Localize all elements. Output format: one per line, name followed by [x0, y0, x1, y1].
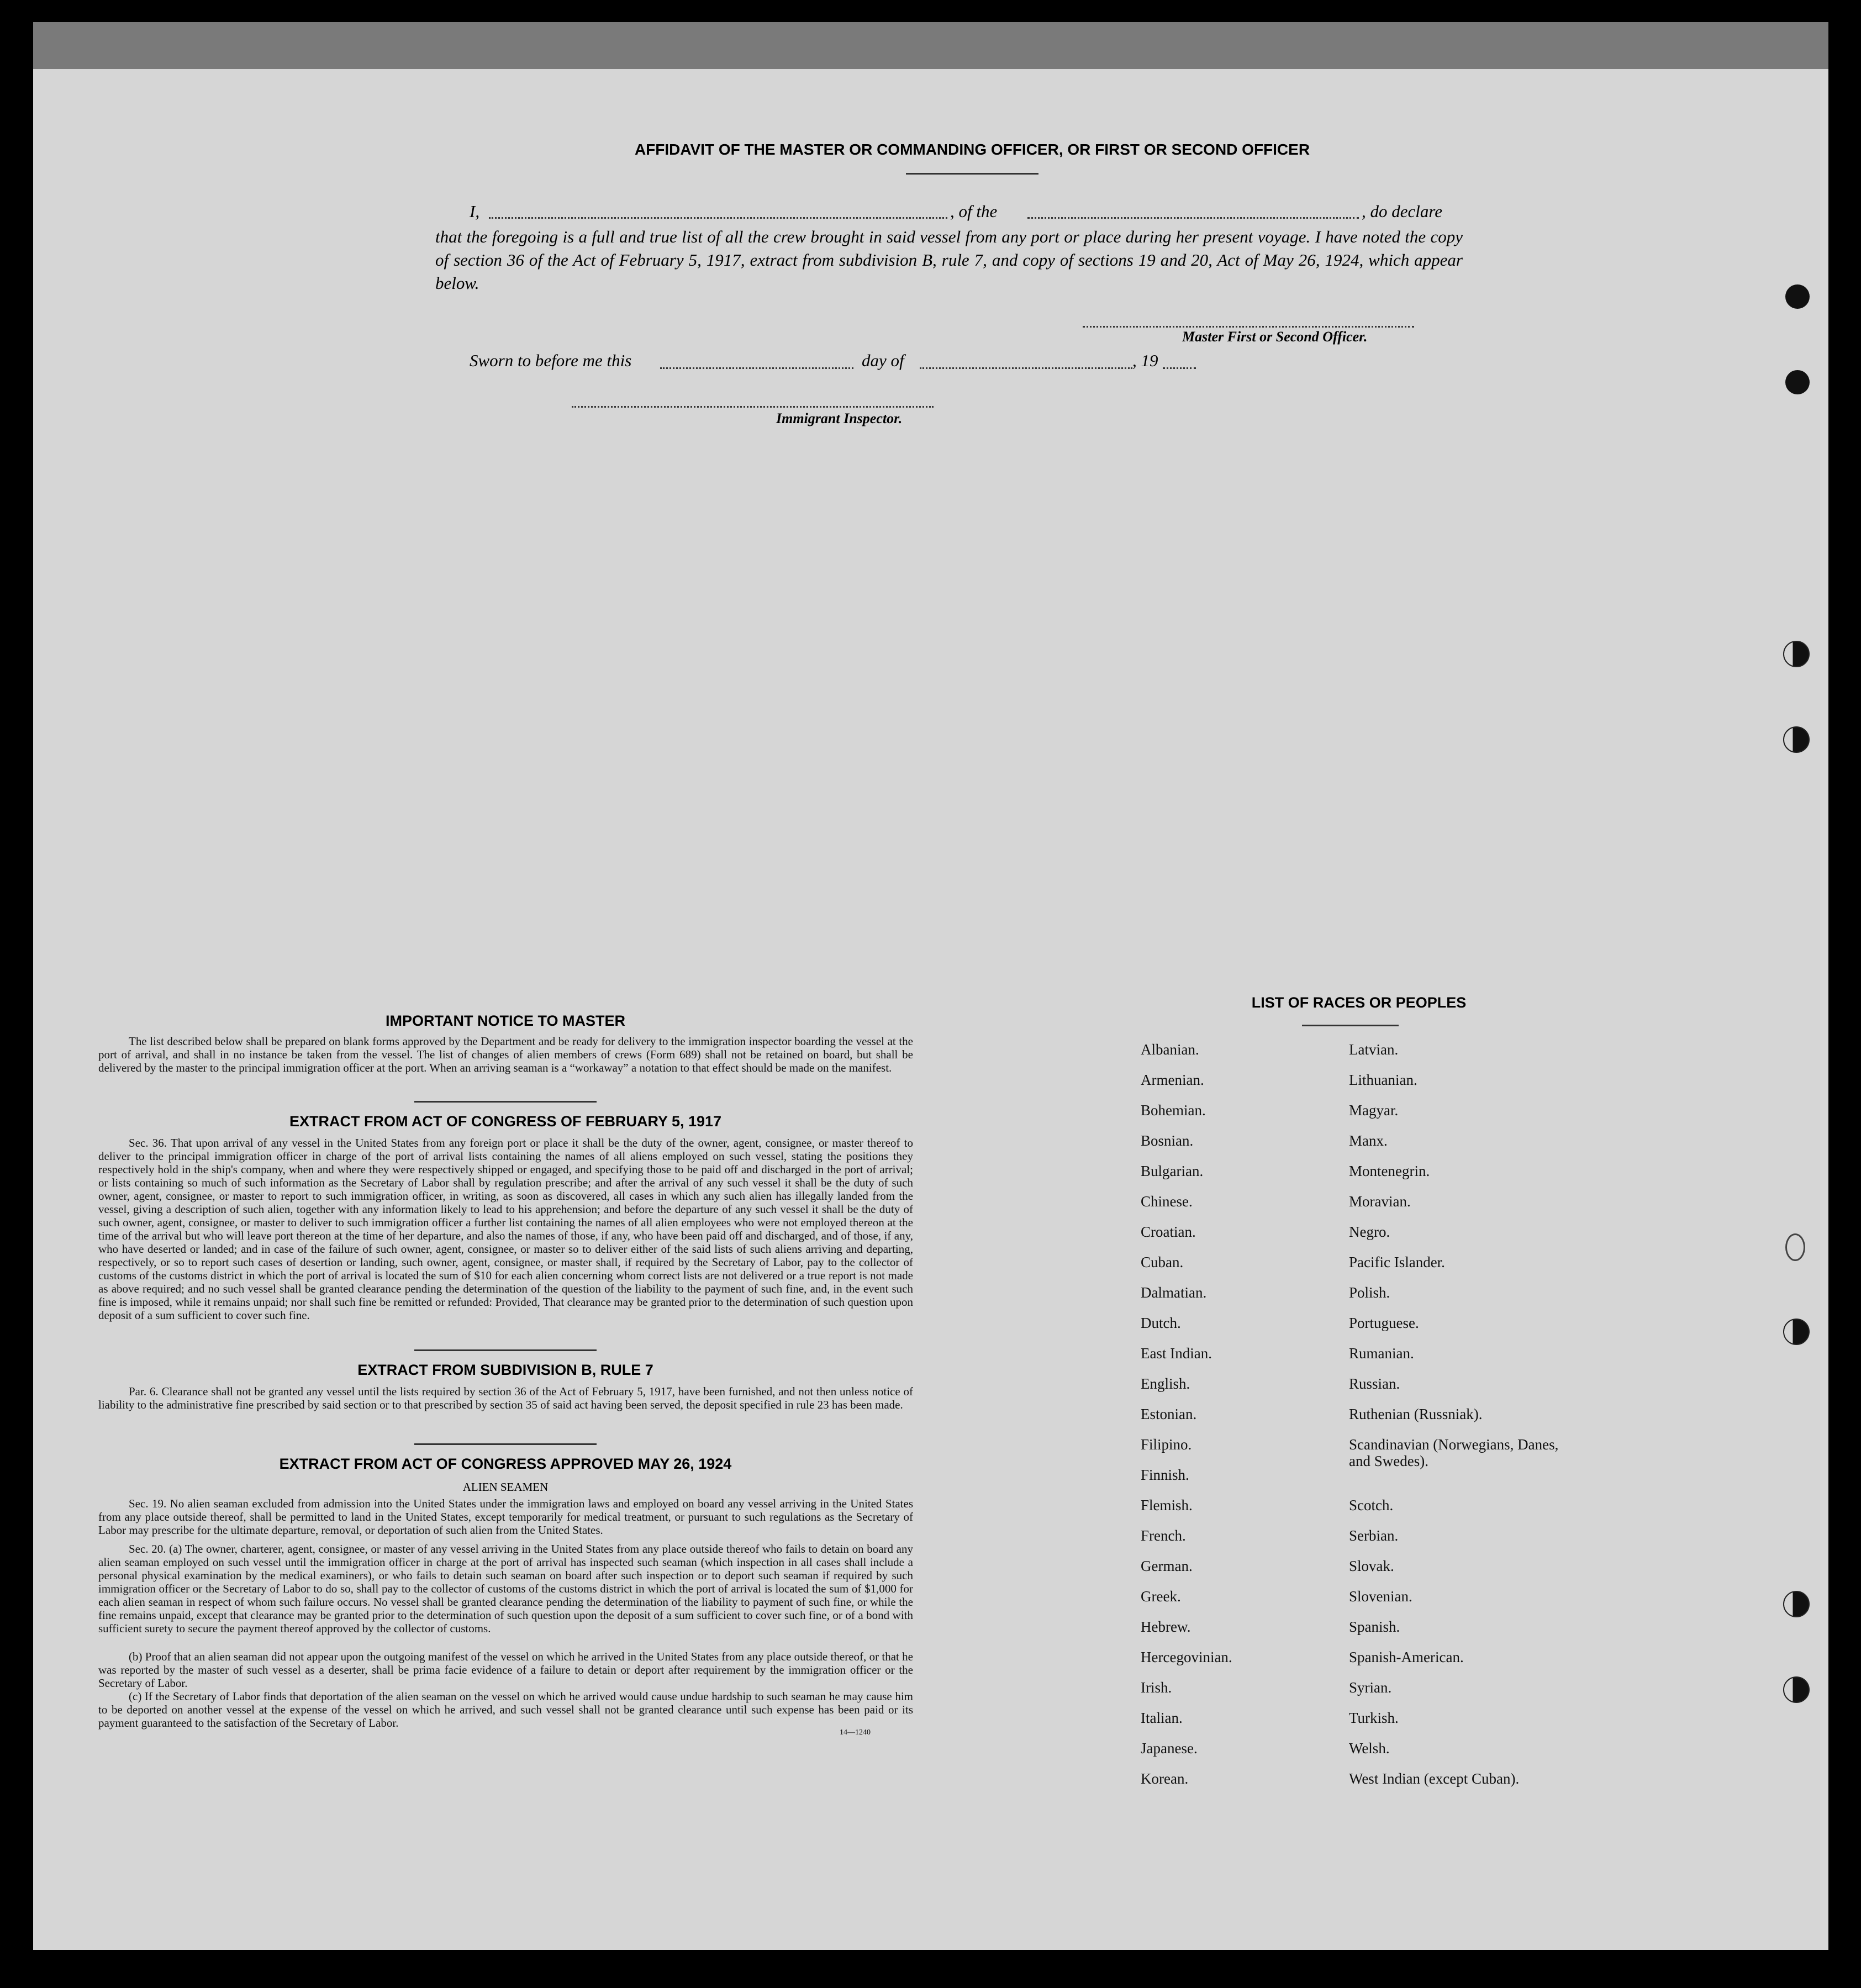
- race-item: Welsh.: [1349, 1740, 1390, 1757]
- sec20c-body: (c) If the Secretary of Labor finds that deportation of the alien seaman on the vessel on which he arrived would cause undue hardship to such seaman he may cause him to be deported on another vessel at the expense of the vessel on which he arrived, and such vessel shall not be granted clearance until such expense has been paid or its payment guaranteed to the satisfaction of the Secretary of Labor.: [98, 1690, 913, 1729]
- sec19-body: Sec. 19. No alien seaman excluded from admission into the United States under the immigration laws and employed on board any vessel arriving in the United States from any place outside thereof, shall be permitted to land in the United States, except temporarily for medical treatment, or pursuant to such regulations as the Secretary of Labor may prescribe for the ultimate departure, removal, or deportation of such alien from the United States.: [98, 1497, 913, 1537]
- binder-hole: [1783, 1319, 1810, 1345]
- binder-hole: [1783, 1591, 1810, 1617]
- race-item: Finnish.: [1141, 1467, 1189, 1483]
- race-item: Dutch.: [1141, 1315, 1181, 1331]
- race-item: Irish.: [1141, 1679, 1172, 1696]
- form-number: 14—1240: [840, 1728, 871, 1737]
- binder-hole: [1785, 284, 1810, 309]
- extract-1924-title: EXTRACT FROM ACT OF CONGRESS APPROVED MAY 26, 1924: [279, 1456, 732, 1472]
- extract-rule7-title: EXTRACT FROM SUBDIVISION B, RULE 7: [357, 1362, 653, 1378]
- race-item: Korean.: [1141, 1770, 1189, 1787]
- race-item: Bulgarian.: [1141, 1163, 1204, 1179]
- race-item: Bosnian.: [1141, 1132, 1194, 1149]
- race-item: Portuguese.: [1349, 1315, 1419, 1331]
- extract-1917-title: EXTRACT FROM ACT OF CONGRESS OF FEBRUARY 5, 1917: [289, 1113, 722, 1130]
- races-title: LIST OF RACES OR PEOPLES: [1251, 994, 1467, 1011]
- race-item: Spanish-American.: [1349, 1649, 1464, 1665]
- race-item: Polish.: [1349, 1284, 1390, 1301]
- race-item: Serbian.: [1349, 1527, 1399, 1544]
- races-column-2: [1349, 1041, 1581, 1801]
- affidavit-declare-label: , do declare: [1362, 202, 1443, 221]
- sec20a-body: Sec. 20. (a) The owner, charterer, agent, consignee, or master of any vessel arriving in the United States from any place outside thereof who fails to detain on board any alien seaman employed on such vessel until the immigration officer in charge at the port of arrival has inspected such seaman (which inspection in all cases shall include a personal physical examination by the medical examiners), or who fails to detain such seaman on board after such inspection or to deport such seaman if required by such immigration officer or the Secretary of Labor to do so, shall pay to the collector of customs of the customs district in which the port of arrival is located the sum of $1,000 for each alien seaman in respect of whom such failure occurs. No vessel shall be granted clearance pending the determination of the liability to payment of such fine, or while the fine remains unpaid, except that clearance may be granted prior to the determination of such question upon the deposit of a sum sufficient to cover such fine, or of a bond with sufficient surety to secure the payment thereof approved by the collector of customs.: [98, 1542, 913, 1635]
- binder-hole: [1785, 1233, 1805, 1261]
- affidavit-i-label: I,: [470, 202, 480, 221]
- race-item: Croatian.: [1141, 1224, 1196, 1240]
- race-item: Japanese.: [1141, 1740, 1198, 1757]
- affidavit-body: that the foregoing is a full and true list of all the crew brought in said vessel from any port or place during her present voyage. I have noted the copy of section 36 of the Act of February 5, 1917, extract from subdivision B, rule 7, and copy of sections 19 and 20, Act of May 26, 1924, which appear below.: [435, 227, 1463, 293]
- extract-1917-body: Sec. 36. That upon arrival of any vessel in the United States from any foreign port or place it shall be the duty of the owner, agent, consignee, or master thereof to deliver to the principal immigration officer in charge of the port of arrival lists containing the names of all aliens employed on such vessel, stating the positions they respectively hold in the ship's company, when and where they were respectively shipped or engaged, and specifying those to be paid off and discharged in the port of arrival; or lists containing so much of such information as the Secretary of Labor shall by regulation prescribe; and after the arrival of any such vessel it shall be the duty of such owner, agent, consignee, or master to report to such immigration officer, in writing, as soon as discovered, all cases in which any such alien has illegally landed from the vessel, giving a description of such alien, together with any information likely to lead to his apprehension; and before the departure of any such vessel it shall be the duty of such owner, agent, consignee, or master to deliver to such immigration officer a further list containing the names of all alien employees who were not employed thereon at the time of the arrival but who will leave port thereon at the time of her departure, and also the names of those, if any, who have been paid off and discharged, and of those, if any, who have deserted or landed; and in case of the failure of such owner, agent, consignee, or master so to deliver either of the said lists of such aliens arriving and departing, respectively, or so to report such cases of desertion or landing, such owner, agent, consignee, or master shall, if required by the Secretary of Labor, pay to the collector of customs of the customs district in which the port of arrival is located the sum of $10 for each alien concerning whom correct lists are not delivered or a true report is not made as above required; and no such vessel shall be granted clearance pending the determination of the question of the liability to the payment of such fine, and, in the event such fine is imposed, while it remains unpaid; nor shall such fine be remitted or refunded: Provided, That clearance may be granted prior to the determination of such question upon deposit of a sum sufficient to cover such fine.: [98, 1136, 913, 1322]
- race-item: Albanian.: [1141, 1041, 1199, 1058]
- notice-title: IMPORTANT NOTICE TO MASTER: [386, 1013, 625, 1029]
- sworn-year-field[interactable]: [1163, 367, 1196, 369]
- race-item: Flemish.: [1141, 1497, 1193, 1514]
- race-item: Pacific Islander.: [1349, 1254, 1445, 1270]
- binder-hole: [1783, 726, 1810, 753]
- race-item: Greek.: [1141, 1588, 1181, 1605]
- vessel-name-field[interactable]: [1027, 217, 1359, 219]
- race-item: Ruthenian (Russniak).: [1349, 1406, 1483, 1422]
- race-item: Turkish.: [1349, 1710, 1399, 1726]
- affidavit-of-label: , of the: [950, 202, 998, 221]
- race-item: East Indian.: [1141, 1345, 1212, 1362]
- divider: [414, 1101, 597, 1103]
- race-item: Bohemian.: [1141, 1102, 1206, 1119]
- race-item: Negro.: [1349, 1224, 1390, 1240]
- race-item: West Indian (except Cuban).: [1349, 1770, 1520, 1787]
- race-item: Magyar.: [1349, 1102, 1399, 1119]
- binder-hole: [1783, 1676, 1810, 1703]
- race-item: English.: [1141, 1375, 1190, 1392]
- race-item: Spanish.: [1349, 1618, 1400, 1635]
- title-underline: [906, 173, 1038, 175]
- race-item: Manx.: [1349, 1132, 1388, 1149]
- year-label: , 19: [1132, 351, 1158, 370]
- inspector-signature-line[interactable]: [572, 406, 934, 408]
- race-item: Cuban.: [1141, 1254, 1184, 1270]
- binder-hole: [1783, 641, 1810, 667]
- race-item: Russian.: [1349, 1375, 1400, 1392]
- binder-hole: [1785, 370, 1810, 394]
- race-item: Armenian.: [1141, 1072, 1204, 1088]
- race-item: Moravian.: [1349, 1193, 1411, 1210]
- master-signature-label: Master First or Second Officer.: [1182, 329, 1368, 345]
- notice-body: The list described below shall be prepared on blank forms approved by the Department and be ready for delivery to the immigration inspector boarding the vessel at the port of arrival, and shall in no instance be taken from the vessel. The list of changes of alien members of crews (Form 689) shall not be retained on board, but shall be delivered by the master to the principal immigration officer at the port. When an arriving seaman is a “workaway” a notation to that effect should be made on the manifest.: [98, 1035, 913, 1074]
- document-page: [33, 69, 1828, 1950]
- race-item: Italian.: [1141, 1710, 1183, 1726]
- sec20b-body: (b) Proof that an alien seaman did not appear upon the outgoing manifest of the vessel on which he arrived in the United States from any place outside thereof, or that he was reported by the master of such vessel as a deserter, shall be prima facie evidence of a failure to detain or deport after requirement by the immigration officer or the Secretary of Labor.: [98, 1650, 913, 1690]
- divider: [414, 1349, 597, 1351]
- master-signature-line[interactable]: [1083, 326, 1414, 328]
- alien-seamen-subtitle: ALIEN SEAMEN: [462, 1480, 549, 1494]
- master-name-field[interactable]: [489, 217, 947, 219]
- race-item: Hercegovinian.: [1141, 1649, 1232, 1665]
- race-item: Scandinavian (Norwegians, Danes, and Swedes).: [1349, 1436, 1559, 1469]
- race-item: French.: [1141, 1527, 1186, 1544]
- race-item: Lithuanian.: [1349, 1072, 1417, 1088]
- divider: [414, 1443, 597, 1445]
- race-item: Estonian.: [1141, 1406, 1197, 1422]
- race-item: Rumanian.: [1349, 1345, 1414, 1362]
- race-item: Slovenian.: [1349, 1588, 1412, 1605]
- race-item: Chinese.: [1141, 1193, 1193, 1210]
- race-item: Syrian.: [1349, 1679, 1392, 1696]
- extract-rule7-body: Par. 6. Clearance shall not be granted any vessel until the lists required by section 36 of the Act of February 5, 1917, have been furnished, and not then unless notice of liability to the administrative fine prescribed by said section or to that prescribed by section 35 of said act having been served, the deposit specified in rule 23 has been made.: [98, 1385, 913, 1411]
- race-item: Montenegrin.: [1349, 1163, 1430, 1179]
- day-of-label: day of: [862, 351, 904, 370]
- races-underline: [1302, 1025, 1399, 1026]
- races-column-1: [1141, 1041, 1334, 1801]
- scan-top-edge: [33, 22, 1828, 71]
- race-item: Dalmatian.: [1141, 1284, 1207, 1301]
- race-item: Slovak.: [1349, 1558, 1394, 1574]
- race-item: Hebrew.: [1141, 1618, 1191, 1635]
- sworn-month-field[interactable]: [920, 367, 1132, 369]
- race-item: Filipino.: [1141, 1436, 1192, 1453]
- sworn-label: Sworn to before me this: [470, 351, 632, 370]
- race-item: Scotch.: [1349, 1497, 1394, 1514]
- inspector-label: Immigrant Inspector.: [776, 410, 903, 426]
- race-item: Latvian.: [1349, 1041, 1399, 1058]
- sworn-day-field[interactable]: [660, 367, 853, 369]
- affidavit-title: AFFIDAVIT OF THE MASTER OR COMMANDING OFFICER, OR FIRST OR SECOND OFFICER: [634, 141, 1310, 158]
- race-item: German.: [1141, 1558, 1193, 1574]
